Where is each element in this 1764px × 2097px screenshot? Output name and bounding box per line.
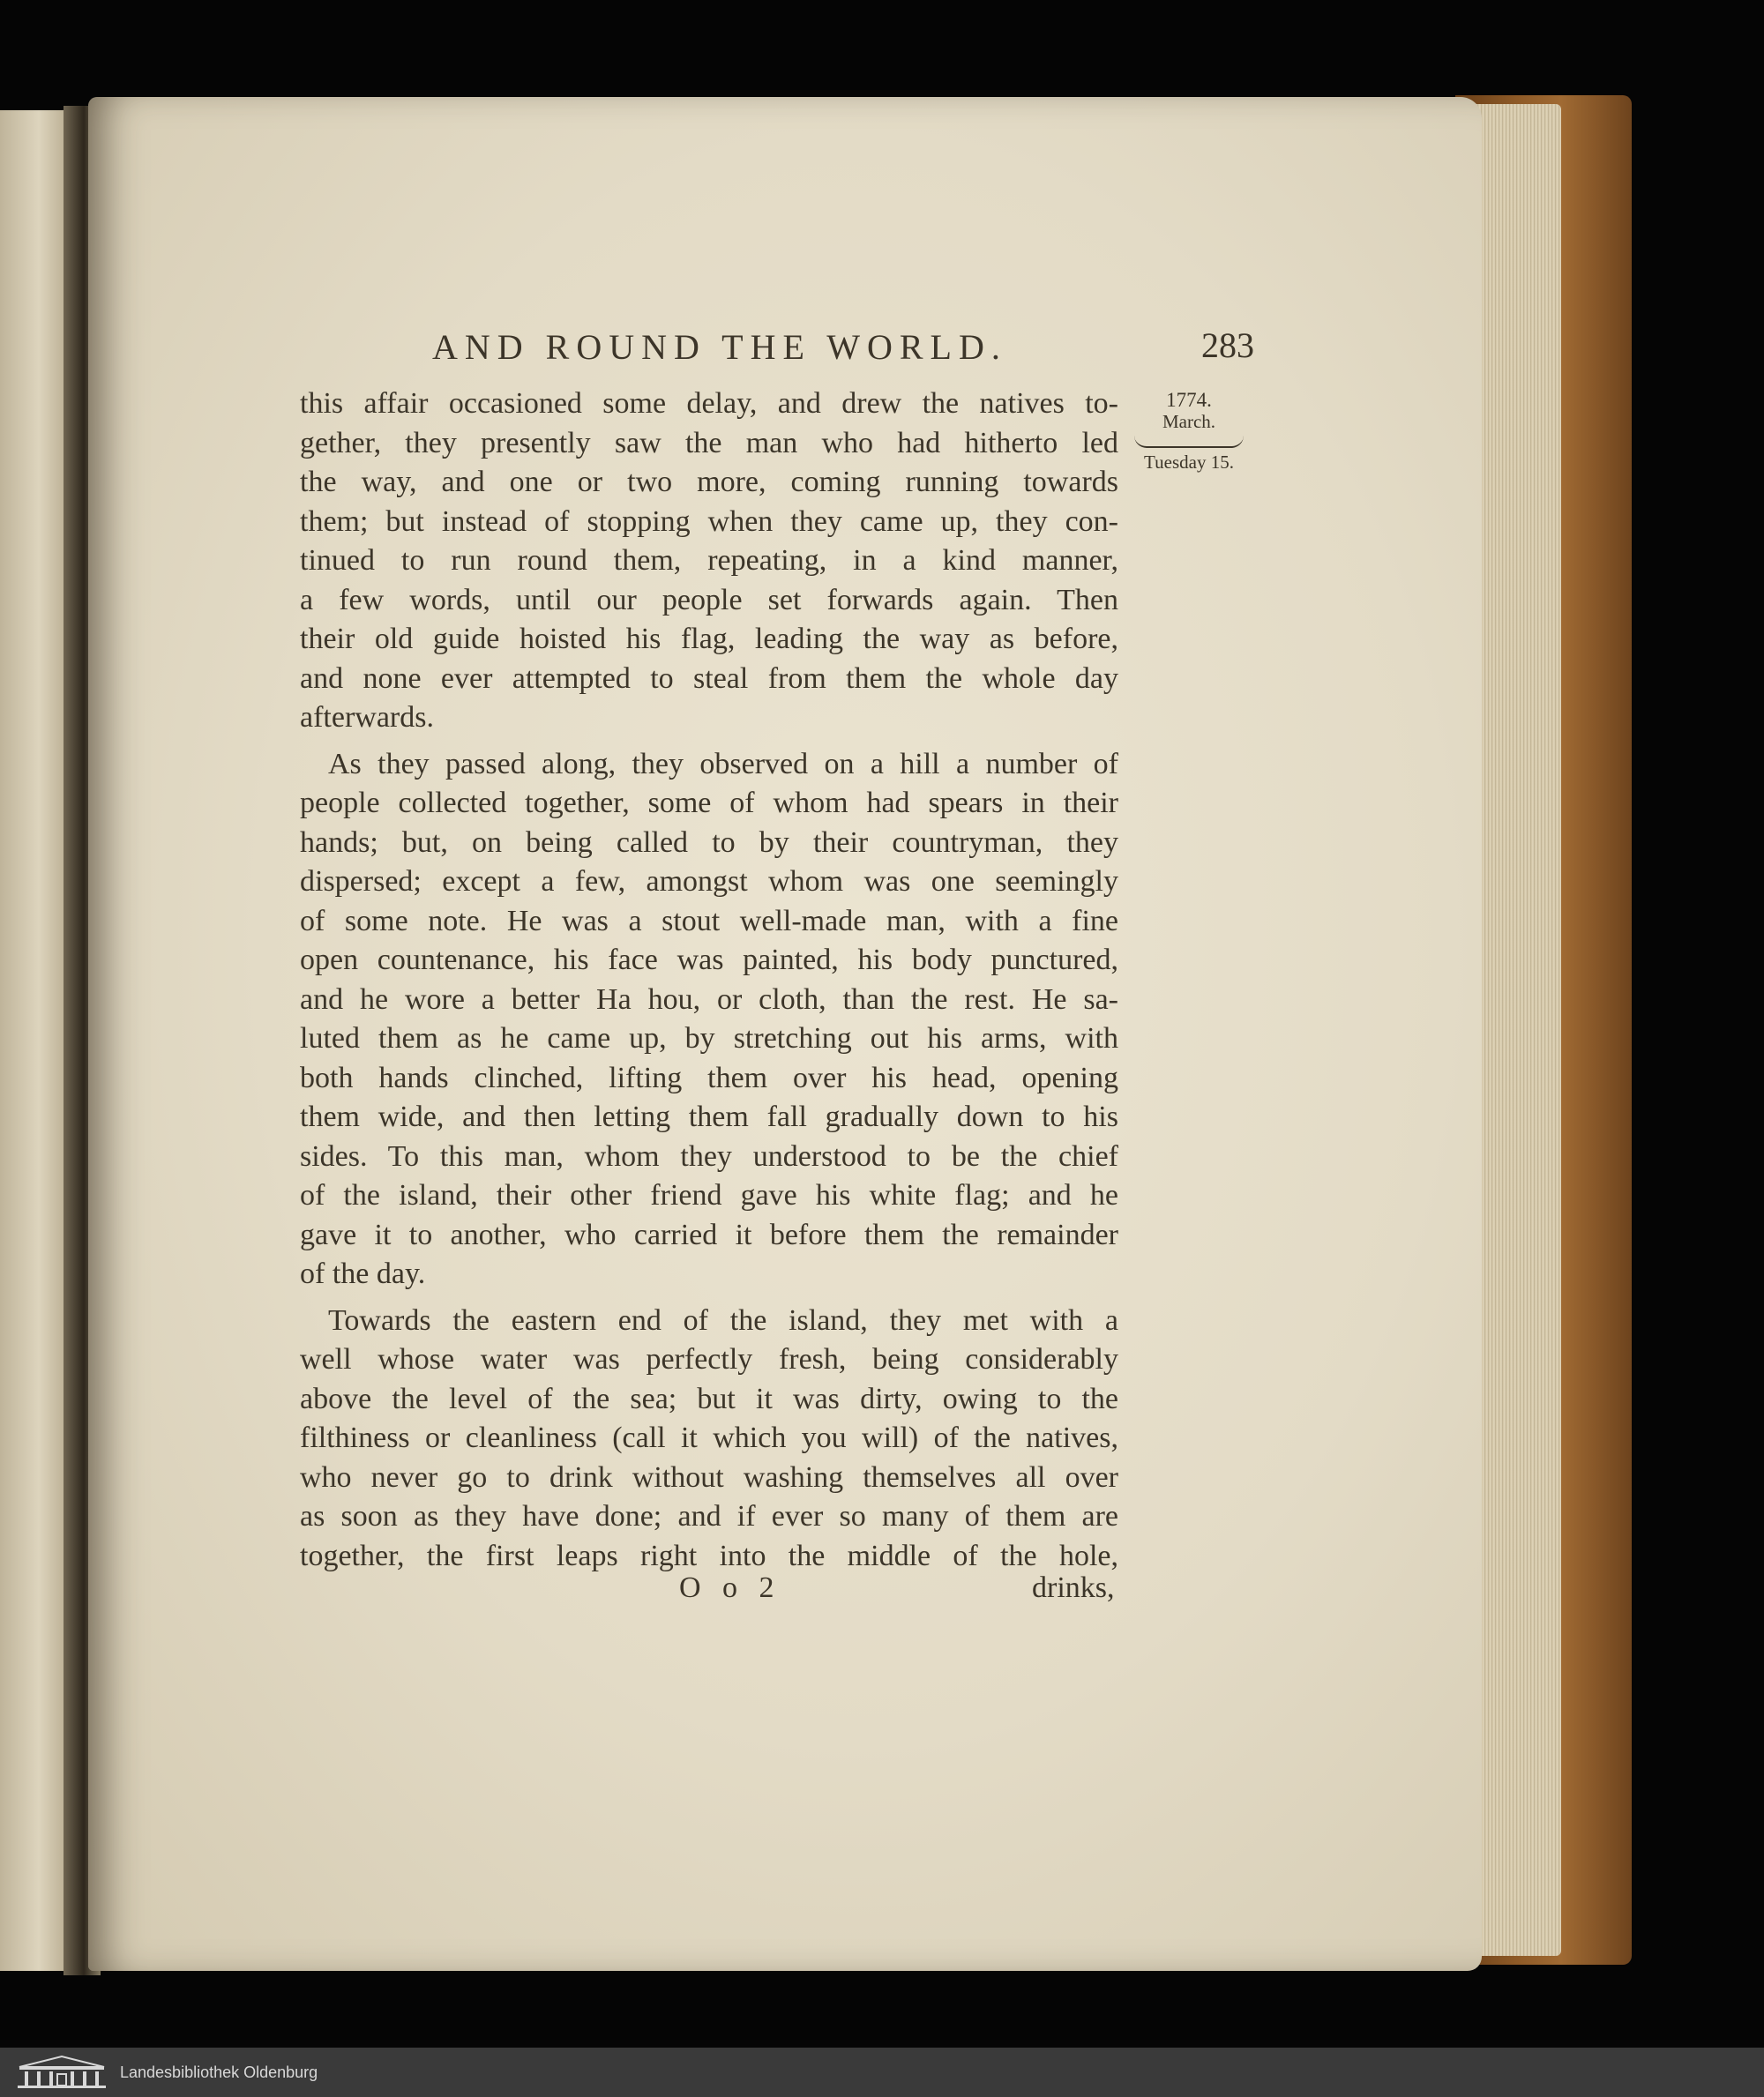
text-line: of the day. [300,1257,426,1290]
text-line: of the island, their other friend gave his white flag; and he [300,1179,1118,1212]
text-line: gave it to another, who carried it before them the remainder [300,1218,1118,1251]
page-number: 283 [1201,325,1254,365]
text-line: well whose water was perfectly fresh, being considerably [300,1343,1118,1376]
text-line: as soon as they have done; and if ever so many of them are [300,1500,1118,1533]
text-line: As they passed along, they observed on a hill a number of [328,747,1118,780]
text-line: of some note. He was a stout well-made man, with a fine [300,904,1118,937]
margin-note [1127,390,1251,473]
text-line: together, the first leaps right into the middle of the hole, [300,1539,1118,1572]
margin-brace [1134,434,1244,448]
body-text [300,384,1118,1583]
library-building-icon [16,2055,108,2090]
text-line: them; but instead of stopping when they came up, they con- [300,504,1118,538]
catchword: drinks, [1032,1571,1115,1604]
text-line: afterwards. [300,701,434,734]
text-line: both hands clinched, lifting them over his head, opening [300,1061,1118,1094]
text-line: their old guide hoisted his flag, leading the way as before, [300,623,1118,655]
left-page-edge [0,110,71,1971]
footer-label: Landesbibliothek Oldenburg [120,2063,318,2081]
signature-mark: O o 2 [679,1571,781,1604]
paragraph-3 [300,1302,1118,1577]
text-line: hands; but, on being called to by their countryman, they [300,825,1118,859]
text-line: open countenance, his face was painted, his body punctured, [300,944,1118,976]
text-line: filthiness or cleanliness (call it which you will) of the natives, [300,1422,1118,1454]
footer-bar [0,2048,1764,2097]
margin-month: March. [1162,411,1216,432]
text-line: tinued to run round them, repeating, in a kind manner, [300,544,1118,577]
text-line: luted them as he came up, by stretching out his arms, with [300,1022,1118,1055]
margin-day: Tuesday 15. [1144,451,1234,473]
text-line: who never go to drink without washing themselves all over [300,1460,1118,1494]
text-line: above the level of the sea; but it was dirty, owing to the [300,1382,1118,1415]
text-line: and he wore a better Ha hou, or cloth, than the rest. He sa- [300,982,1118,1016]
text-line: a few words, until our people set forwards again. Then [300,583,1118,616]
margin-year: 1774. [1166,389,1212,411]
text-line: gether, they presently saw the man who had hitherto led [300,426,1118,459]
running-head: AND ROUND THE WORLD. [432,327,1007,367]
text-line: dispersed; except a few, amongst whom was one seemingly [300,865,1118,898]
text-line: and none ever attempted to steal from them the whole day [300,661,1118,695]
text-line: sides. To this man, whom they understood to be the chief [300,1139,1118,1173]
paragraph-2 [300,745,1118,1295]
text-line: this affair occasioned some delay, and drew the natives to- [300,387,1118,420]
paragraph-1 [300,384,1118,738]
text-line: the way, and one or two more, coming running towards [300,466,1118,498]
text-line: them wide, and then letting them fall gradually down to his [300,1101,1118,1133]
text-line: people collected together, some of whom had spears in their [300,787,1118,819]
text-line: Towards the eastern end of the island, they met with a [328,1303,1118,1337]
